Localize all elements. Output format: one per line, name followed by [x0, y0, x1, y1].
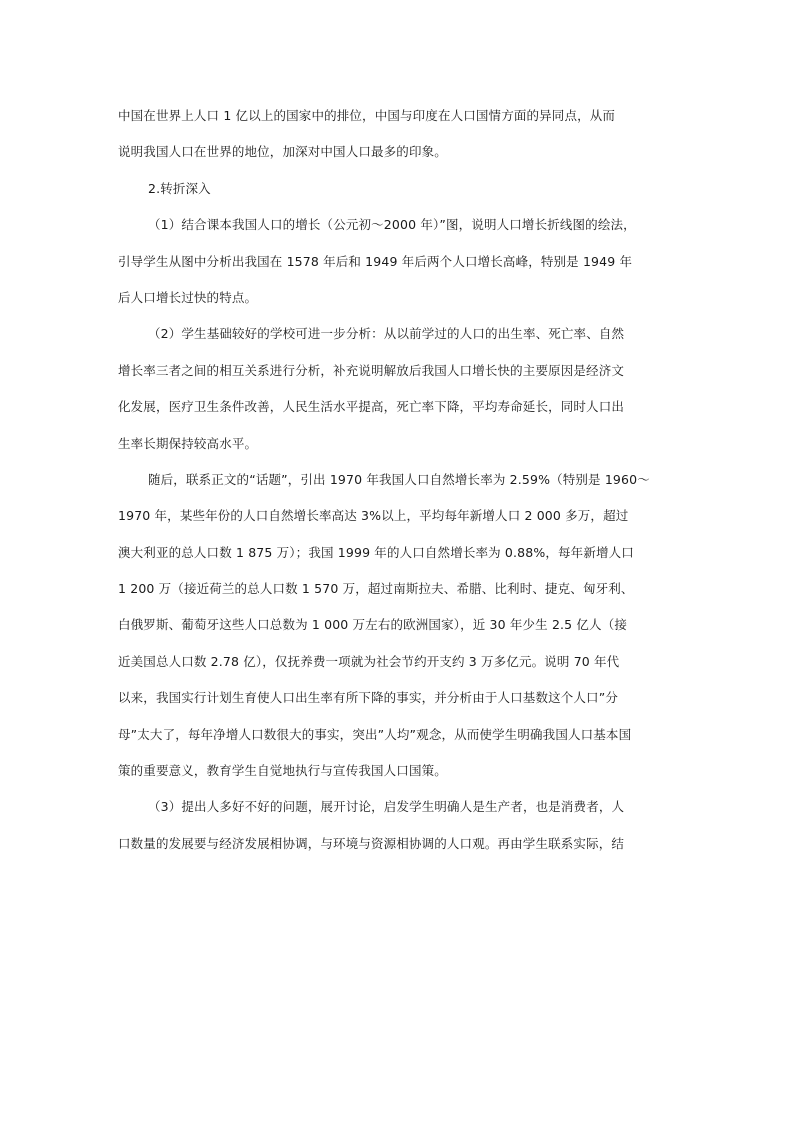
text-line: 澳大利亚的总人口数 1 875 万）；我国 1999 年的人口自然增长率为 0.88%，每年新增人口: [118, 544, 634, 560]
text-line: 生率长期保持较高水平。: [118, 435, 258, 451]
text-line: 后人口增长过快的特点。: [118, 289, 258, 305]
text-line: 1 200 万（接近荷兰的总人口数 1 570 万，超过南斯拉夫、希腊、比利时、捷克、匈牙利、: [118, 581, 634, 597]
text-line: 1970 年，某些年份的人口自然增长率高达 3%以上，平均每年新增人口 2 000 多万，超过: [118, 508, 629, 524]
text-line: 中国在世界上人口 1 亿以上的国家中的排位，中国与印度在人口国情方面的异同点，从而: [118, 108, 616, 123]
text-line: 随后，联系正文的“话题”，引出 1970 年我国人口自然增长率为 2.59%（特别是 1960～: [148, 471, 650, 487]
text-line: （1）结合课本我国人口的增长（公元初～2000 年）”图，说明人口增长折线图的绘法，: [148, 217, 636, 233]
text-line: 化发展，医疗卫生条件改善，人民生活水平提高，死亡率下降，平均寿命延长，同时人口出: [118, 399, 625, 415]
text-line: 母”太大了，每年净增人口数很大的事实，突出”人均”观念，从而使学生明确我国人口基本国: [118, 726, 632, 742]
text-line: （2）学生基础较好的学校可进一步分析：从以前学过的人口的出生率、死亡率、自然: [148, 326, 625, 342]
text-line: 说明我国人口在世界的地位，加深对中国人口最多的印象。: [118, 144, 447, 160]
text-line: 策的重要意义，教育学生自觉地执行与宣传我国人口国策。: [118, 763, 447, 779]
text-line: 口数量的发展要与经济发展相协调，与环境与资源相协调的人口观。再由学生联系实际，结: [118, 835, 625, 851]
text-line: 增长率三者之间的相互关系进行分析，补充说明解放后我国人口增长快的主要原因是经济文: [118, 362, 625, 378]
text-line: 以来，我国实行计划生育使人口出生率有所下降的事实，并分析由于人口基数这个人口”分: [118, 690, 618, 706]
section-heading: 2.转折深入: [148, 180, 211, 196]
text-line: （3）提出人多好不好的问题，展开讨论，启发学生明确人是生产者，也是消费者，人: [148, 799, 625, 815]
text-line: 引导学生从图中分析出我国在 1578 年后和 1949 年后两个人口增长高峰，特别是 1949 年: [118, 253, 633, 269]
text-line: 近美国总人口数 2.78 亿），仅抚养费一项就为社会节约开支约 3 万多亿元。说明 70 年代: [118, 653, 620, 669]
text-line: 白俄罗斯、葡萄牙这些人口总数为 1 000 万左右的欧洲国家），近 30 年少生 2.5 亿人（接: [118, 617, 628, 633]
document-body: [118, 98, 678, 862]
